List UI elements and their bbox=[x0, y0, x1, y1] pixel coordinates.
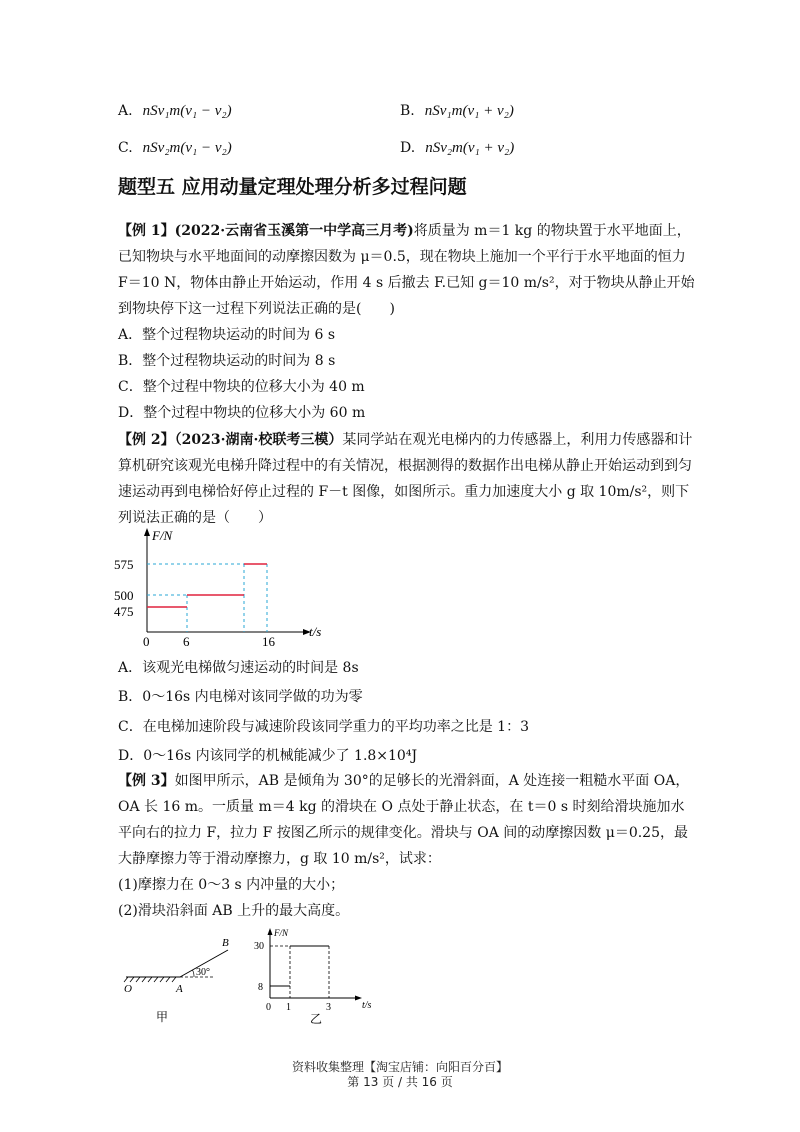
incline-figure bbox=[118, 930, 243, 1025]
x-axis-2-label: t/s bbox=[362, 1000, 372, 1011]
x-tick-3: 3 bbox=[326, 1002, 331, 1013]
example1-option-c: C．整个过程中物块的位移大小为 40 m bbox=[118, 379, 365, 395]
example1-option-d: D．整个过程中物块的位移大小为 60 m bbox=[118, 405, 366, 421]
example3-stem: 【例 3】如图甲所示，AB 是倾角为 30°的足够长的光滑斜面，A 处连接一粗糙水平面 OA，OA 长 16 m。一质量 m＝4 kg 的滑块在 O 点处于静止状态，在 t＝0 s 时刻给滑块施加水平向右的拉力 F，拉力 F 按图乙所示的规律变化。滑块与 OA 间的动摩擦因数 μ＝0.25，最大静摩擦力等于滑动摩擦力，g 取 10 m/s²，试求： bbox=[118, 773, 690, 867]
x-tick-16: 16 bbox=[262, 634, 275, 648]
x-tick-6: 6 bbox=[183, 634, 190, 648]
angle-arc bbox=[193, 970, 195, 977]
label-a: A bbox=[176, 983, 183, 995]
example2-option-a: A．该观光电梯做匀速运动的时间是 8s bbox=[118, 660, 359, 676]
y-tick-500: 500 bbox=[114, 588, 134, 603]
example3-q2: (2)滑块沿斜面 AB 上升的最大高度。 bbox=[118, 903, 350, 919]
example2-option-c: C．在电梯加速阶段与减速阶段该同学重力的平均功率之比是 1：3 bbox=[118, 719, 529, 735]
x-axis-label: t/s bbox=[309, 624, 322, 639]
example1-option-a: A．整个过程物块运动的时间为 6 s bbox=[118, 327, 336, 343]
x-tick-1: 1 bbox=[286, 1002, 291, 1013]
example1-stem: 【例 1】(2022·云南省玉溪第一中学高三月考)将质量为 m＝1 kg 的物块置于水平地面上，已知物块与水平地面间的动摩擦因数为 μ＝0.5，现在物块上施加一个平行于水平地面的恒力 F＝10 N，物体由静止开始运动，作用 4 s 后撤去 F.已知 g＝10 m/s²，对于物块从静止开始到物块停下这一过程下列说法正确的是( ) bbox=[118, 223, 695, 317]
y-axis-label: F/N bbox=[152, 528, 173, 543]
f-t-chart-2 bbox=[250, 926, 380, 1026]
example2-stem: 【例 2】（2023·湖南·校联考三模）某同学站在观光电梯内的力传感器上，利用力传感器和计算机研究该观光电梯升降过程中的有关情况，根据测得的数据作出电梯从静止开始运动到到匀速运动再到电梯恰好停止过程的 F－t 图像，如图所示。重力加速度大小 g 取 10m/s²，则下列说法正确的是（ ） bbox=[118, 432, 693, 526]
ft-chart bbox=[110, 524, 330, 648]
y-axis-2-arrow bbox=[268, 928, 273, 935]
footer-page-number: 第 13 页 / 共 16 页 bbox=[347, 1075, 453, 1089]
example3-q1: (1)摩擦力在 0～3 s 内冲量的大小； bbox=[118, 877, 345, 893]
y-tick-30: 30 bbox=[254, 941, 264, 952]
x-axis-2-arrow bbox=[355, 996, 362, 1001]
angle-label: 30° bbox=[196, 967, 210, 978]
y-tick-575: 575 bbox=[114, 557, 134, 572]
example2-option-d: D．0～16s 内该同学的机械能减少了 1.8×10⁴J bbox=[118, 748, 418, 764]
option-c: C. nSv₂m(v₁ − v₂) bbox=[118, 140, 232, 156]
figure-caption-jia: 甲 bbox=[156, 1010, 169, 1024]
option-a: A. nSv₁m(v₁ − v₂) bbox=[118, 103, 232, 119]
option-d: D. nSv₂m(v₁ + v₂) bbox=[400, 140, 515, 156]
y-tick-8: 8 bbox=[258, 982, 263, 993]
option-b: B. nSv₁m(v₁ + v₂) bbox=[400, 103, 514, 119]
origin-2-label: 0 bbox=[266, 1002, 271, 1013]
y-axis-arrow bbox=[144, 528, 150, 536]
y-tick-475: 475 bbox=[114, 604, 134, 619]
y-axis-2-label: F/N bbox=[274, 928, 289, 938]
example2-option-b: B．0～16s 内电梯对该同学做的功为零 bbox=[118, 689, 363, 705]
surface-hatch bbox=[124, 977, 176, 982]
footer-source: 资料收集整理【淘宝店铺：向阳百分百】 bbox=[291, 1060, 508, 1074]
label-o: O bbox=[124, 983, 132, 995]
example1-option-b: B．整个过程物块运动的时间为 8 s bbox=[118, 353, 336, 369]
origin-label: 0 bbox=[143, 634, 150, 648]
section-heading: 题型五 应用动量定理处理分析多过程问题 bbox=[118, 176, 467, 198]
figure-caption-yi: 乙 bbox=[310, 1012, 323, 1026]
label-b: B bbox=[222, 937, 229, 949]
